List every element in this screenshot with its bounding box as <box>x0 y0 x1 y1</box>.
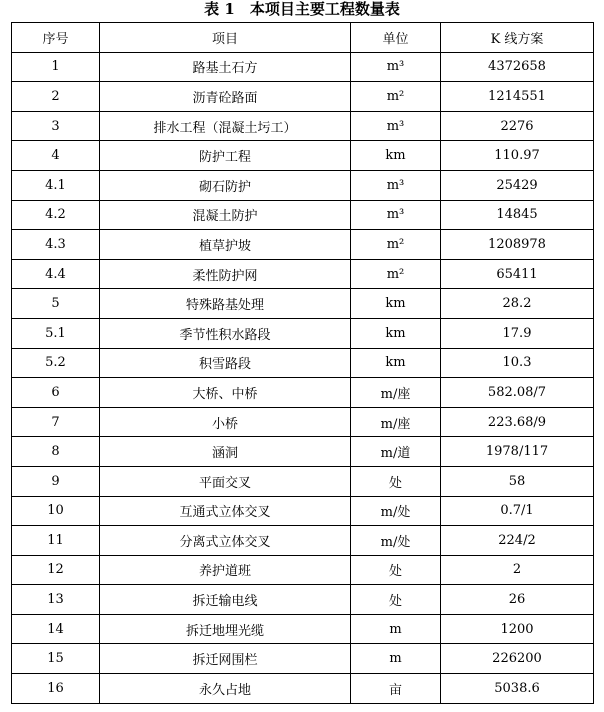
cell-item: 平面交叉 <box>100 466 351 496</box>
cell-unit: m/道 <box>351 437 441 467</box>
table-header-row <box>12 23 594 53</box>
cell-k-line-value: 1208978 <box>441 230 594 260</box>
cell-unit: m² <box>351 82 441 112</box>
cell-k-line-value: 1200 <box>441 614 594 644</box>
cell-unit: km <box>351 289 441 319</box>
table-row <box>12 111 594 141</box>
cell-item: 季节性积水路段 <box>100 318 351 348</box>
cell-unit: km <box>351 318 441 348</box>
table-row <box>12 141 594 171</box>
cell-k-line-value: 5038.6 <box>441 674 594 704</box>
table-row <box>12 496 594 526</box>
cell-item: 互通式立体交叉 <box>100 496 351 526</box>
cell-item: 柔性防护网 <box>100 259 351 289</box>
cell-item: 排水工程（混凝土圬工） <box>100 111 351 141</box>
cell-k-line-value: 582.08/7 <box>441 378 594 408</box>
cell-index: 7 <box>12 407 100 437</box>
cell-k-line-value: 25429 <box>441 170 594 200</box>
cell-item: 积雪路段 <box>100 348 351 378</box>
cell-unit: m <box>351 644 441 674</box>
cell-k-line-value: 224/2 <box>441 526 594 556</box>
table-row <box>12 318 594 348</box>
cell-unit: m³ <box>351 52 441 82</box>
cell-k-line-value: 1214551 <box>441 82 594 112</box>
cell-unit: 亩 <box>351 674 441 704</box>
cell-item: 永久占地 <box>100 674 351 704</box>
table-row <box>12 52 594 82</box>
cell-item: 砌石防护 <box>100 170 351 200</box>
cell-unit: 处 <box>351 585 441 615</box>
cell-index: 4.4 <box>12 259 100 289</box>
table-row <box>12 259 594 289</box>
cell-unit: 处 <box>351 466 441 496</box>
table-row <box>12 230 594 260</box>
cell-k-line-value: 26 <box>441 585 594 615</box>
cell-k-line-value: 58 <box>441 466 594 496</box>
cell-index: 4.1 <box>12 170 100 200</box>
cell-k-line-value: 0.7/1 <box>441 496 594 526</box>
cell-unit: m² <box>351 230 441 260</box>
cell-index: 8 <box>12 437 100 467</box>
table-row <box>12 348 594 378</box>
table-row <box>12 170 594 200</box>
header-k-line-plan: K 线方案 <box>441 23 594 53</box>
cell-index: 10 <box>12 496 100 526</box>
cell-unit: m/处 <box>351 526 441 556</box>
header-item: 项目 <box>100 23 351 53</box>
cell-index: 13 <box>12 585 100 615</box>
cell-item: 混凝土防护 <box>100 200 351 230</box>
cell-index: 12 <box>12 555 100 585</box>
cell-unit: km <box>351 348 441 378</box>
cell-index: 16 <box>12 674 100 704</box>
table-row <box>12 644 594 674</box>
cell-k-line-value: 17.9 <box>441 318 594 348</box>
quantity-table <box>11 22 594 704</box>
cell-k-line-value: 2276 <box>441 111 594 141</box>
cell-unit: m³ <box>351 111 441 141</box>
table-row <box>12 526 594 556</box>
cell-unit: 处 <box>351 555 441 585</box>
cell-k-line-value: 10.3 <box>441 348 594 378</box>
cell-unit: m³ <box>351 170 441 200</box>
cell-item: 拆迁网围栏 <box>100 644 351 674</box>
cell-index: 11 <box>12 526 100 556</box>
cell-unit: m/处 <box>351 496 441 526</box>
cell-item: 特殊路基处理 <box>100 289 351 319</box>
cell-k-line-value: 226200 <box>441 644 594 674</box>
cell-index: 4.3 <box>12 230 100 260</box>
table-row <box>12 289 594 319</box>
cell-unit: m/座 <box>351 378 441 408</box>
table-row <box>12 82 594 112</box>
table-row <box>12 407 594 437</box>
cell-index: 9 <box>12 466 100 496</box>
cell-index: 6 <box>12 378 100 408</box>
cell-unit: m <box>351 614 441 644</box>
cell-item: 拆迁输电线 <box>100 585 351 615</box>
cell-item: 养护道班 <box>100 555 351 585</box>
cell-unit: m³ <box>351 200 441 230</box>
table-caption: 表 1 本项目主要工程数量表 <box>204 0 400 18</box>
table-row <box>12 466 594 496</box>
cell-k-line-value: 14845 <box>441 200 594 230</box>
cell-item: 植草护坡 <box>100 230 351 260</box>
cell-unit: m² <box>351 259 441 289</box>
cell-unit: km <box>351 141 441 171</box>
table-row <box>12 200 594 230</box>
table-row <box>12 555 594 585</box>
cell-index: 3 <box>12 111 100 141</box>
cell-index: 14 <box>12 614 100 644</box>
cell-item: 沥青砼路面 <box>100 82 351 112</box>
cell-index: 5.2 <box>12 348 100 378</box>
cell-index: 5.1 <box>12 318 100 348</box>
table-row <box>12 674 594 704</box>
cell-item: 拆迁地埋光缆 <box>100 614 351 644</box>
cell-index: 5 <box>12 289 100 319</box>
table-body <box>12 52 594 703</box>
table-row <box>12 585 594 615</box>
cell-unit: m/座 <box>351 407 441 437</box>
header-unit: 单位 <box>351 23 441 53</box>
cell-item: 小桥 <box>100 407 351 437</box>
cell-k-line-value: 110.97 <box>441 141 594 171</box>
cell-index: 1 <box>12 52 100 82</box>
cell-k-line-value: 4372658 <box>441 52 594 82</box>
cell-k-line-value: 2 <box>441 555 594 585</box>
cell-item: 防护工程 <box>100 141 351 171</box>
cell-index: 2 <box>12 82 100 112</box>
table-row <box>12 437 594 467</box>
cell-k-line-value: 65411 <box>441 259 594 289</box>
header-index: 序号 <box>12 23 100 53</box>
table-row <box>12 614 594 644</box>
cell-index: 4.2 <box>12 200 100 230</box>
cell-item: 涵洞 <box>100 437 351 467</box>
cell-item: 大桥、中桥 <box>100 378 351 408</box>
cell-item: 路基土石方 <box>100 52 351 82</box>
table-row <box>12 378 594 408</box>
cell-k-line-value: 223.68/9 <box>441 407 594 437</box>
cell-index: 4 <box>12 141 100 171</box>
cell-item: 分离式立体交叉 <box>100 526 351 556</box>
cell-index: 15 <box>12 644 100 674</box>
cell-k-line-value: 28.2 <box>441 289 594 319</box>
cell-k-line-value: 1978/117 <box>441 437 594 467</box>
